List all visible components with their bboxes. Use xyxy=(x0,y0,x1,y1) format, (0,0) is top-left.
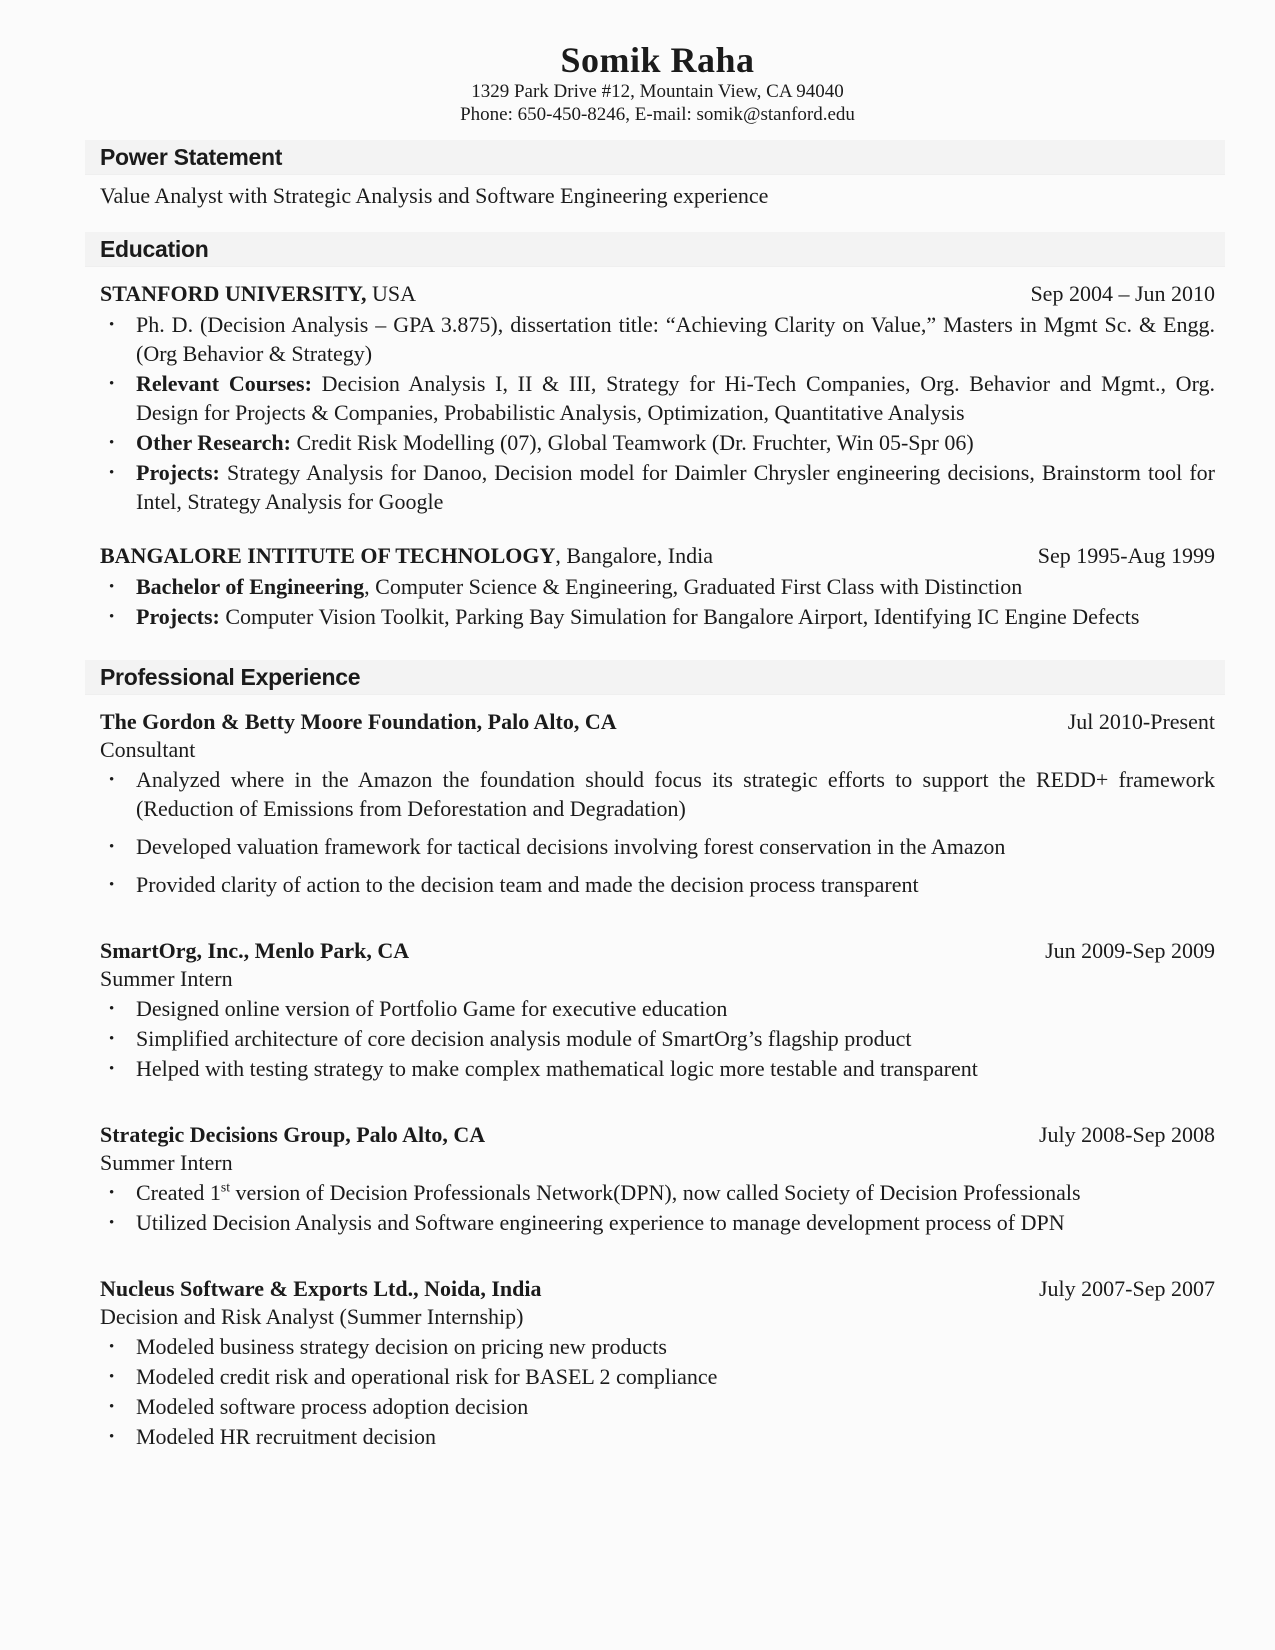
bullet-item: • Helped with testing strategy to make complex mathematical logic more testable and transparent xyxy=(100,1054,1215,1083)
bullet-item: • Other Research: Credit Risk Modelling (07), Global Teamwork (Dr. Fruchter, Win 05-Spr 06) xyxy=(100,428,1215,457)
job-bullet-list xyxy=(100,765,1215,899)
company-name-text: SmartOrg, Inc., Menlo Park, CA xyxy=(100,938,410,963)
company-name xyxy=(100,1275,541,1303)
job-dates: July 2008-Sep 2008 xyxy=(1039,1122,1215,1147)
bullet-item: • Simplified architecture of core decision analysis module of SmartOrg’s flagship product xyxy=(100,1024,1215,1053)
education-entry-bangalore xyxy=(100,542,1215,631)
bullet-item: • Developed valuation framework for tactical decisions involving forest conservation in the Amazon xyxy=(100,832,1215,861)
school-name-bold: STANFORD UNIVERSITY, xyxy=(100,281,367,306)
section-heading-power-statement: Power Statement xyxy=(85,140,1225,174)
company-name-text: The Gordon & Betty Moore Foundation, Palo Alto, CA xyxy=(100,709,617,734)
section-heading-professional-experience: Professional Experience xyxy=(85,660,1225,694)
bullet-item: • Analyzed where in the Amazon the foundation should focus its strategic efforts to support the REDD+ framework (Reduction of Emissions from Deforestation and Degradation) xyxy=(100,765,1215,823)
job-dates: Jun 2009-Sep 2009 xyxy=(1045,938,1215,963)
job-role: Summer Intern xyxy=(100,966,233,991)
school-name-bold: BANGALORE INTITUTE OF TECHNOLOGY xyxy=(100,543,556,568)
job-bullet-list xyxy=(100,1332,1215,1451)
job-bullet-list xyxy=(100,994,1215,1083)
job-role: Decision and Risk Analyst (Summer Internship) xyxy=(100,1304,524,1329)
education-entry-stanford xyxy=(100,280,1215,516)
school-name xyxy=(100,542,713,570)
bullet-item: • Relevant Courses: Decision Analysis I, II & III, Strategy for Hi-Tech Companies, Org. Behavior and Mgmt., Org. Design for Projects & Companies, Probabilistic Analysis, Optimization, Quantitative Analysis xyxy=(100,369,1215,427)
bullet-item: • Modeled software process adoption decision xyxy=(100,1392,1215,1421)
job-role: Consultant xyxy=(100,737,196,762)
school-dates: Sep 2004 – Jun 2010 xyxy=(1030,281,1215,306)
school-name xyxy=(100,280,416,308)
bullet-item: • Bachelor of Engineering, Computer Science & Engineering, Graduated First Class with Distinction xyxy=(100,572,1215,601)
power-statement-text: Value Analyst with Strategic Analysis and Software Engineering experience xyxy=(100,183,769,208)
bullet-item: • Provided clarity of action to the decision team and made the decision process transparent xyxy=(100,870,1215,899)
bullet-item: • Modeled credit risk and operational risk for BASEL 2 compliance xyxy=(100,1362,1215,1391)
job-bullet-list xyxy=(100,1178,1215,1237)
bullet-item: • Created 1st version of Decision Professionals Network(DPN), now called Society of Decision Professionals xyxy=(100,1178,1215,1207)
job-role: Summer Intern xyxy=(100,1150,233,1175)
company-name-text: Nucleus Software & Exports Ltd., Noida, India xyxy=(100,1276,542,1301)
job-headline xyxy=(100,708,1215,736)
school-bullet-list xyxy=(100,310,1215,516)
bullet-item: • Utilized Decision Analysis and Software engineering experience to manage development process of DPN xyxy=(100,1208,1215,1237)
school-headline xyxy=(100,280,1215,308)
bullet-item: • Designed online version of Portfolio Game for executive education xyxy=(100,994,1215,1023)
bullet-item: • Modeled business strategy decision on pricing new products xyxy=(100,1332,1215,1361)
job-headline xyxy=(100,1121,1215,1149)
job-headline xyxy=(100,1275,1215,1303)
job-dates: July 2007-Sep 2007 xyxy=(1039,1276,1215,1301)
job-entry-smartorg xyxy=(100,937,1215,1083)
school-headline xyxy=(100,542,1215,570)
school-name-rest: USA xyxy=(366,281,417,306)
company-name xyxy=(100,937,409,965)
bullet-item: • Projects: Computer Vision Toolkit, Parking Bay Simulation for Bangalore Airport, Identifying IC Engine Defects xyxy=(100,602,1215,631)
job-headline xyxy=(100,937,1215,965)
bullet-item: • Projects: Strategy Analysis for Danoo, Decision model for Daimler Chrysler engineering decisions, Brainstorm tool for Intel, Strategy Analysis for Google xyxy=(100,458,1215,516)
header xyxy=(100,40,1215,126)
job-entry-nucleus-software xyxy=(100,1275,1215,1451)
address-line: 1329 Park Drive #12, Mountain View, CA 94040 xyxy=(471,81,844,102)
bullet-item: • Ph. D. (Decision Analysis – GPA 3.875), dissertation title: “Achieving Clarity on Value,” Masters in Mgmt Sc. & Engg. (Org Behavior & Strategy) xyxy=(100,310,1215,368)
company-name-text: Strategic Decisions Group, Palo Alto, CA xyxy=(100,1122,486,1147)
bullet-item: • Modeled HR recruitment decision xyxy=(100,1422,1215,1451)
company-name xyxy=(100,1121,485,1149)
school-name-rest: , Bangalore, India xyxy=(555,543,713,568)
school-dates: Sep 1995-Aug 1999 xyxy=(1037,543,1215,568)
company-name xyxy=(100,708,617,736)
candidate-name: Somik Raha xyxy=(560,40,755,80)
school-bullet-list xyxy=(100,572,1215,631)
contact-line: Phone: 650-450-8246, E-mail: somik@stanford.edu xyxy=(460,104,855,125)
job-dates: Jul 2010-Present xyxy=(1067,709,1215,734)
job-entry-moore-foundation xyxy=(100,708,1215,899)
job-entry-strategic-decisions-group xyxy=(100,1121,1215,1237)
section-heading-education: Education xyxy=(85,232,1225,266)
